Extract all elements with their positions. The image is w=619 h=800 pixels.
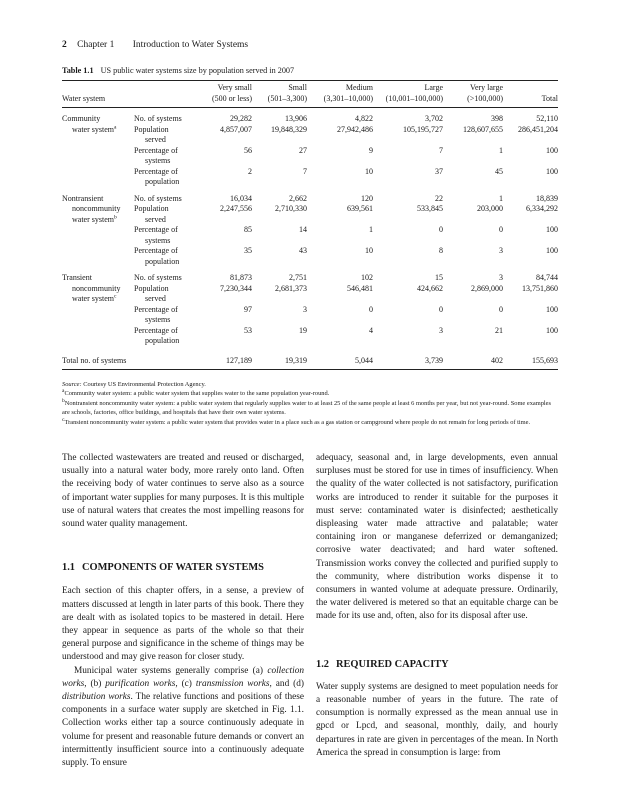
table-cell: 85 (244, 225, 252, 234)
table-row (62, 326, 558, 347)
table-cell: 4,822 (355, 114, 373, 123)
water-systems-table (62, 80, 558, 370)
col-header: Very small (500 or less) (200, 81, 252, 108)
table-cell: 0 (439, 225, 443, 234)
table-cell: 4 (369, 325, 373, 335)
col-header: Medium (3,301–10,000) (307, 81, 373, 108)
measure-label: Percentage of systems (134, 225, 178, 245)
table-cell: 7 (303, 166, 307, 176)
table-cell: 43 (299, 246, 307, 255)
footnote-c: $^c$Transient noncommunity water system: a public water system that provides water in a place such as a gas station or campground where people do not remain for long periods of time. (62, 416, 531, 426)
table-cell: 105,195,727 (403, 124, 443, 134)
table-row (62, 167, 558, 188)
measure-label: No. of systems (134, 114, 182, 123)
table-cell: 84,744 (536, 273, 558, 282)
footnote-b: $^b$Nontransient noncommunity water system: a public water system that regularly supplies water to at least 25 of the same people at least 6 months per year, but not year-round. Some examples are schools, factories, office buildings, and hospitals that have their own water systems. (62, 397, 551, 417)
system-category: Community water system$^a$ (62, 114, 117, 134)
chapter-title: Introduction to Water Systems (132, 40, 249, 50)
table-cell: 100 (546, 304, 558, 314)
table-cell: 27 (299, 145, 307, 155)
table-cell: 3,702 (425, 114, 443, 123)
table-title: US public water systems size by population served in 2007 (100, 66, 295, 75)
col-header-water-system: Water system (62, 81, 200, 108)
table-cell: 45 (495, 166, 503, 176)
measure-label: No. of systems (134, 273, 182, 282)
table-cell: 102 (361, 273, 373, 282)
col-header: Very large (>100,000) (443, 81, 503, 108)
table-cell: 3,739 (373, 347, 443, 370)
system-category: Nontransient noncommunity water system$^b$ (62, 193, 121, 224)
table-cell: 100 (546, 145, 558, 155)
table-cell: 639,561 (347, 204, 373, 213)
paragraph: adequacy, seasonal and, in large developments, even annual surpluses must be stored for use in times of insufficiency. When the quality of the water collected is not satisfactory, purification works are introduced to render it suitable for the purposes it must serve: contaminated water is disinfected; aesthetically displeasing water made attractive and palatable; water containing iron or manganese deferrized or demanganized; corrosive water deactivated; and hard water softened. Transmission works convey the collected and purified supply to the community, where distribution works dispense it to consumers in wanted volume at adequate pressure. Ordinarily, the water delivered is metered so that an equitable charge can be made for its use and, often, also for its disposal after use. (316, 453, 558, 622)
table-cell: 6,334,292 (526, 204, 558, 213)
table-row (62, 108, 558, 125)
table-cell: 81,873 (230, 273, 252, 282)
col-header-total: Total (503, 81, 558, 108)
total-label: Total no. of systems (62, 347, 200, 370)
table-cell: 0 (369, 304, 373, 314)
table-cell: 100 (546, 225, 558, 234)
table-cell: 155,693 (503, 347, 558, 370)
body-column-left (62, 452, 304, 770)
col-header: Large (10,001–100,000) (373, 81, 443, 108)
table-source: Source: Courtesy US Environmental Protection Agency. (62, 381, 206, 388)
table-label: Table 1.1 (62, 66, 94, 75)
measure-label: Percentage of systems (134, 145, 178, 165)
table-cell: 128,607,655 (463, 124, 503, 134)
table-cell: 13,751,860 (522, 283, 558, 293)
table-cell: 16,034 (230, 193, 252, 203)
table-cell: 1 (499, 193, 503, 203)
table-row (62, 125, 558, 146)
measure-label: Population served (134, 124, 169, 144)
table-cell: 2,662 (289, 193, 307, 203)
table-cell: 15 (435, 273, 443, 282)
table-header-row (62, 81, 558, 108)
measure-label: Percentage of systems (134, 304, 178, 324)
table-cell: 402 (443, 347, 503, 370)
table-cell: 203,000 (477, 204, 503, 213)
footnote-a: $^a$Community water system: a public water system that supplies water to the same population year-round. (62, 388, 330, 398)
table-cell: 3 (499, 246, 503, 255)
table-cell: 127,189 (200, 347, 252, 370)
table-cell: 2,710,330 (275, 204, 307, 213)
chapter-label: Chapter 1 (77, 40, 115, 50)
table-row (62, 246, 558, 267)
table-cell: 35 (244, 246, 252, 255)
table-cell: 100 (546, 166, 558, 176)
table-body (62, 108, 558, 370)
running-header (62, 40, 248, 50)
col-header: Small (501–3,300) (252, 81, 307, 108)
table-cell: 533,845 (417, 204, 443, 213)
table-cell: 2,681,373 (275, 283, 307, 293)
table-total-row (62, 347, 558, 370)
page-number: 2 (62, 40, 67, 50)
measure-label: Percentage of population (134, 166, 180, 186)
table-cell: 14 (299, 225, 307, 234)
table-cell: 424,662 (417, 283, 443, 293)
table-cell: 2 (248, 166, 252, 176)
table-cell: 19,319 (252, 347, 307, 370)
table-row (62, 225, 558, 246)
table-cell: 22 (435, 193, 443, 203)
paragraph: Each section of this chapter offers, in a sense, a preview of matters discussed at length in later parts of this book. There they are dealt with as isolated topics to be mastered in detail. Here they appear in sequence as parts of the whole so that their general purpose and significance in the scheme of things may be understood and may give reason for closer study. (62, 586, 304, 663)
section-heading: 1.1 COMPONENTS OF WATER SYSTEMS (62, 562, 264, 574)
table-cell: 7,230,344 (220, 283, 252, 293)
table-cell: 27,942,486 (337, 124, 373, 134)
table-row (62, 204, 558, 225)
table-cell: 9 (369, 145, 373, 155)
table-cell: 37 (435, 166, 443, 176)
paragraph: Water supply systems are designed to meet population needs for a reasonable number of years in the future. The rate of consumption is normally expressed as the mean annual use in gpcd or Lpcd, and seasonal, monthly, daily, and hourly departures in rate are given in percentages of the mean. In North America the spread in consumption is large: from (316, 681, 558, 758)
table-cell: 546,481 (347, 283, 373, 293)
measure-label: Percentage of population (134, 246, 180, 266)
table-cell: 5,044 (307, 347, 373, 370)
table-cell: 3 (303, 304, 307, 314)
table-cell: 18,839 (536, 193, 558, 203)
table-cell: 52,110 (536, 114, 558, 123)
table-cell: 286,451,204 (518, 124, 558, 134)
table-cell: 100 (546, 246, 558, 255)
table-row (62, 188, 558, 205)
table-notes (62, 380, 558, 427)
paragraph: The collected wastewaters are treated and reused or discharged, usually into a natural water body, more rarely onto land. Often the receiving body of water continues to serve also as a source of important water supplies for many purposes. It is this multiple use of natural waters that creates the most impelling reasons for sound water quality management. (62, 453, 304, 530)
system-category: Transient noncommunity water system$^c$ (62, 273, 121, 303)
table-cell: 10 (365, 166, 373, 176)
table-cell: 19,848,329 (271, 124, 307, 134)
table-cell: 398 (491, 114, 503, 123)
measure-label: Population served (134, 283, 169, 303)
table-cell: 3 (499, 273, 503, 282)
section-heading: 1.2 REQUIRED CAPACITY (316, 658, 449, 670)
table-caption (62, 66, 294, 75)
table-row (62, 305, 558, 326)
measure-label: No. of systems (134, 193, 182, 203)
table-row (62, 284, 558, 305)
table-cell: 29,282 (230, 114, 252, 123)
table-cell: 19 (299, 325, 307, 335)
table-cell: 7 (439, 145, 443, 155)
table-cell: 97 (244, 304, 252, 314)
table-cell: 100 (546, 325, 558, 335)
table-cell: 56 (244, 145, 252, 155)
measure-label: Population served (134, 204, 169, 224)
table-cell: 120 (361, 193, 373, 203)
measure-label: Percentage of population (134, 325, 180, 345)
table-cell: 2,247,556 (220, 204, 252, 213)
table-cell: 2,751 (289, 273, 307, 282)
table-cell: 0 (499, 225, 503, 234)
body-column-right (316, 452, 558, 760)
paragraph: Municipal water systems generally comprise (a) collection works, (b) purification works, (c) transmission works, and (d) distribution works. The relative functions and positions of these components in a surface water supply are sketched in Fig. 1.1. Collection works either tap a source continuously adequate in volume for present and reasonable future demands or convert an intermittently insufficient source into a continuously adequate supply. To ensure (62, 665, 304, 769)
table-cell: 8 (439, 246, 443, 255)
table-cell: 1 (369, 225, 373, 234)
table-cell: 4,857,007 (220, 124, 252, 134)
table-cell: 2,869,000 (471, 283, 503, 293)
table-cell: 53 (244, 325, 252, 335)
table-cell: 0 (439, 304, 443, 314)
table-cell: 0 (499, 304, 503, 314)
table-cell: 1 (499, 145, 503, 155)
table-cell: 3 (439, 325, 443, 335)
table-row (62, 146, 558, 167)
table-cell: 21 (495, 325, 503, 335)
table-cell: 10 (365, 246, 373, 255)
table-row (62, 267, 558, 284)
table-cell: 13,906 (285, 114, 307, 123)
